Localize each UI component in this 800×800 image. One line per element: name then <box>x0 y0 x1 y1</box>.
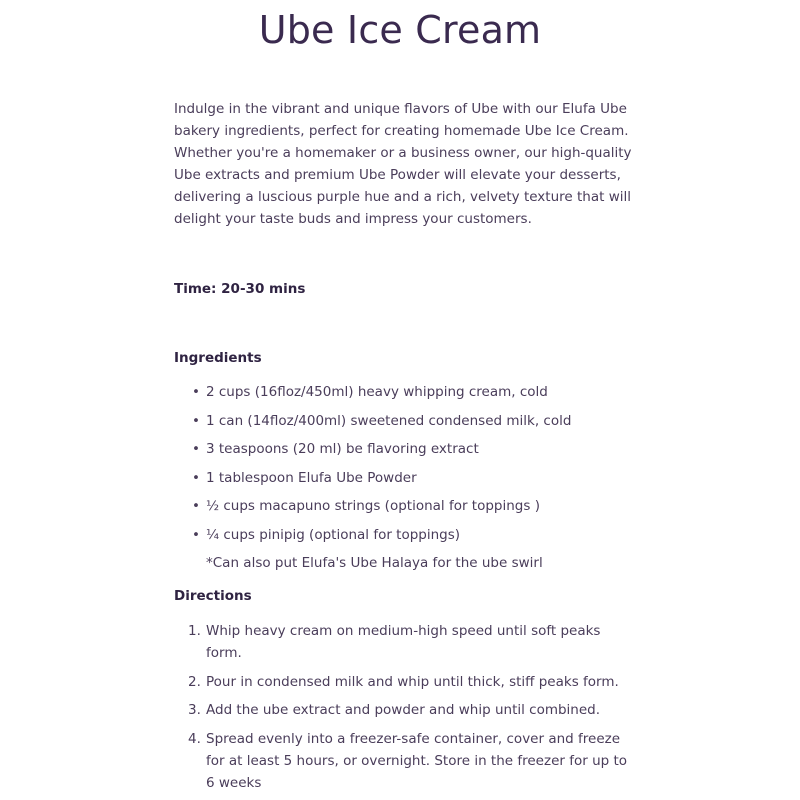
ingredient-text: 3 teaspoons (20 ml) be flavoring extract <box>206 441 479 457</box>
ingredient-text: 2 cups (16floz/450ml) heavy whipping cream, cold <box>206 384 548 400</box>
prep-time: Time: 20-30 mins <box>174 281 306 297</box>
ingredient-text: 1 tablespoon Elufa Ube Powder <box>206 469 417 486</box>
direction-step <box>174 699 634 721</box>
step-text: Add the ube extract and powder and whip until combined. <box>206 702 601 718</box>
bullet-icon: • <box>192 412 200 429</box>
direction-step <box>174 620 634 664</box>
ingredient-item <box>174 468 634 488</box>
ingredient-text: 1 can (14floz/400ml) sweetened condensed milk, cold <box>206 412 572 429</box>
ingredient-item <box>174 382 634 402</box>
ingredient-item <box>174 525 634 545</box>
directions-heading: Directions <box>174 588 252 604</box>
bullet-icon: • <box>192 498 200 514</box>
ingredients-heading: Ingredients <box>174 350 262 366</box>
ingredient-text: ½ cups macapuno strings (optional for toppings ) <box>206 498 540 514</box>
step-number: 4. <box>188 730 201 747</box>
step-number: 1. <box>188 623 201 639</box>
step-text: Pour in condensed milk and whip until thick, stiff peaks form. <box>206 673 619 690</box>
recipe-content <box>174 98 634 800</box>
bullet-icon: • <box>192 526 200 543</box>
direction-step <box>174 728 634 794</box>
bullet-icon: • <box>192 441 200 457</box>
ingredient-item <box>174 411 634 431</box>
step-number: 3. <box>188 702 201 718</box>
step-number: 2. <box>188 673 201 690</box>
bullet-icon: • <box>192 384 200 400</box>
ingredients-list <box>174 382 634 545</box>
directions-list <box>174 620 634 794</box>
ingredient-item <box>174 439 634 459</box>
step-text: Spread evenly into a freezer-safe container, cover and freeze for at least 5 hours, or overnight. Store in the freezer for up to 6 weeks <box>206 730 628 791</box>
ingredient-item <box>174 496 634 516</box>
page-title: Ube Ice Cream <box>258 8 542 52</box>
direction-step <box>174 671 634 693</box>
bullet-icon: • <box>192 469 200 486</box>
intro-paragraph: Indulge in the vibrant and unique flavors of Ube with our Elufa Ube bakery ingredients, perfect for creating homemade Ube Ice Cream. Whether you're a homemaker or a business owner, our high-quality Ube extracts and premium Ube Powder will elevate your desserts, delivering a luscious purple hue and a rich, velvety texture that will delight your taste buds and impress your customers. <box>174 101 632 227</box>
ingredient-text: ¼ cups pinipig (optional for toppings) <box>206 526 461 543</box>
ingredients-note: *Can also put Elufa's Ube Halaya for the ube swirl <box>206 555 543 571</box>
step-text: Whip heavy cream on medium-high speed until soft peaks form. <box>206 623 601 661</box>
